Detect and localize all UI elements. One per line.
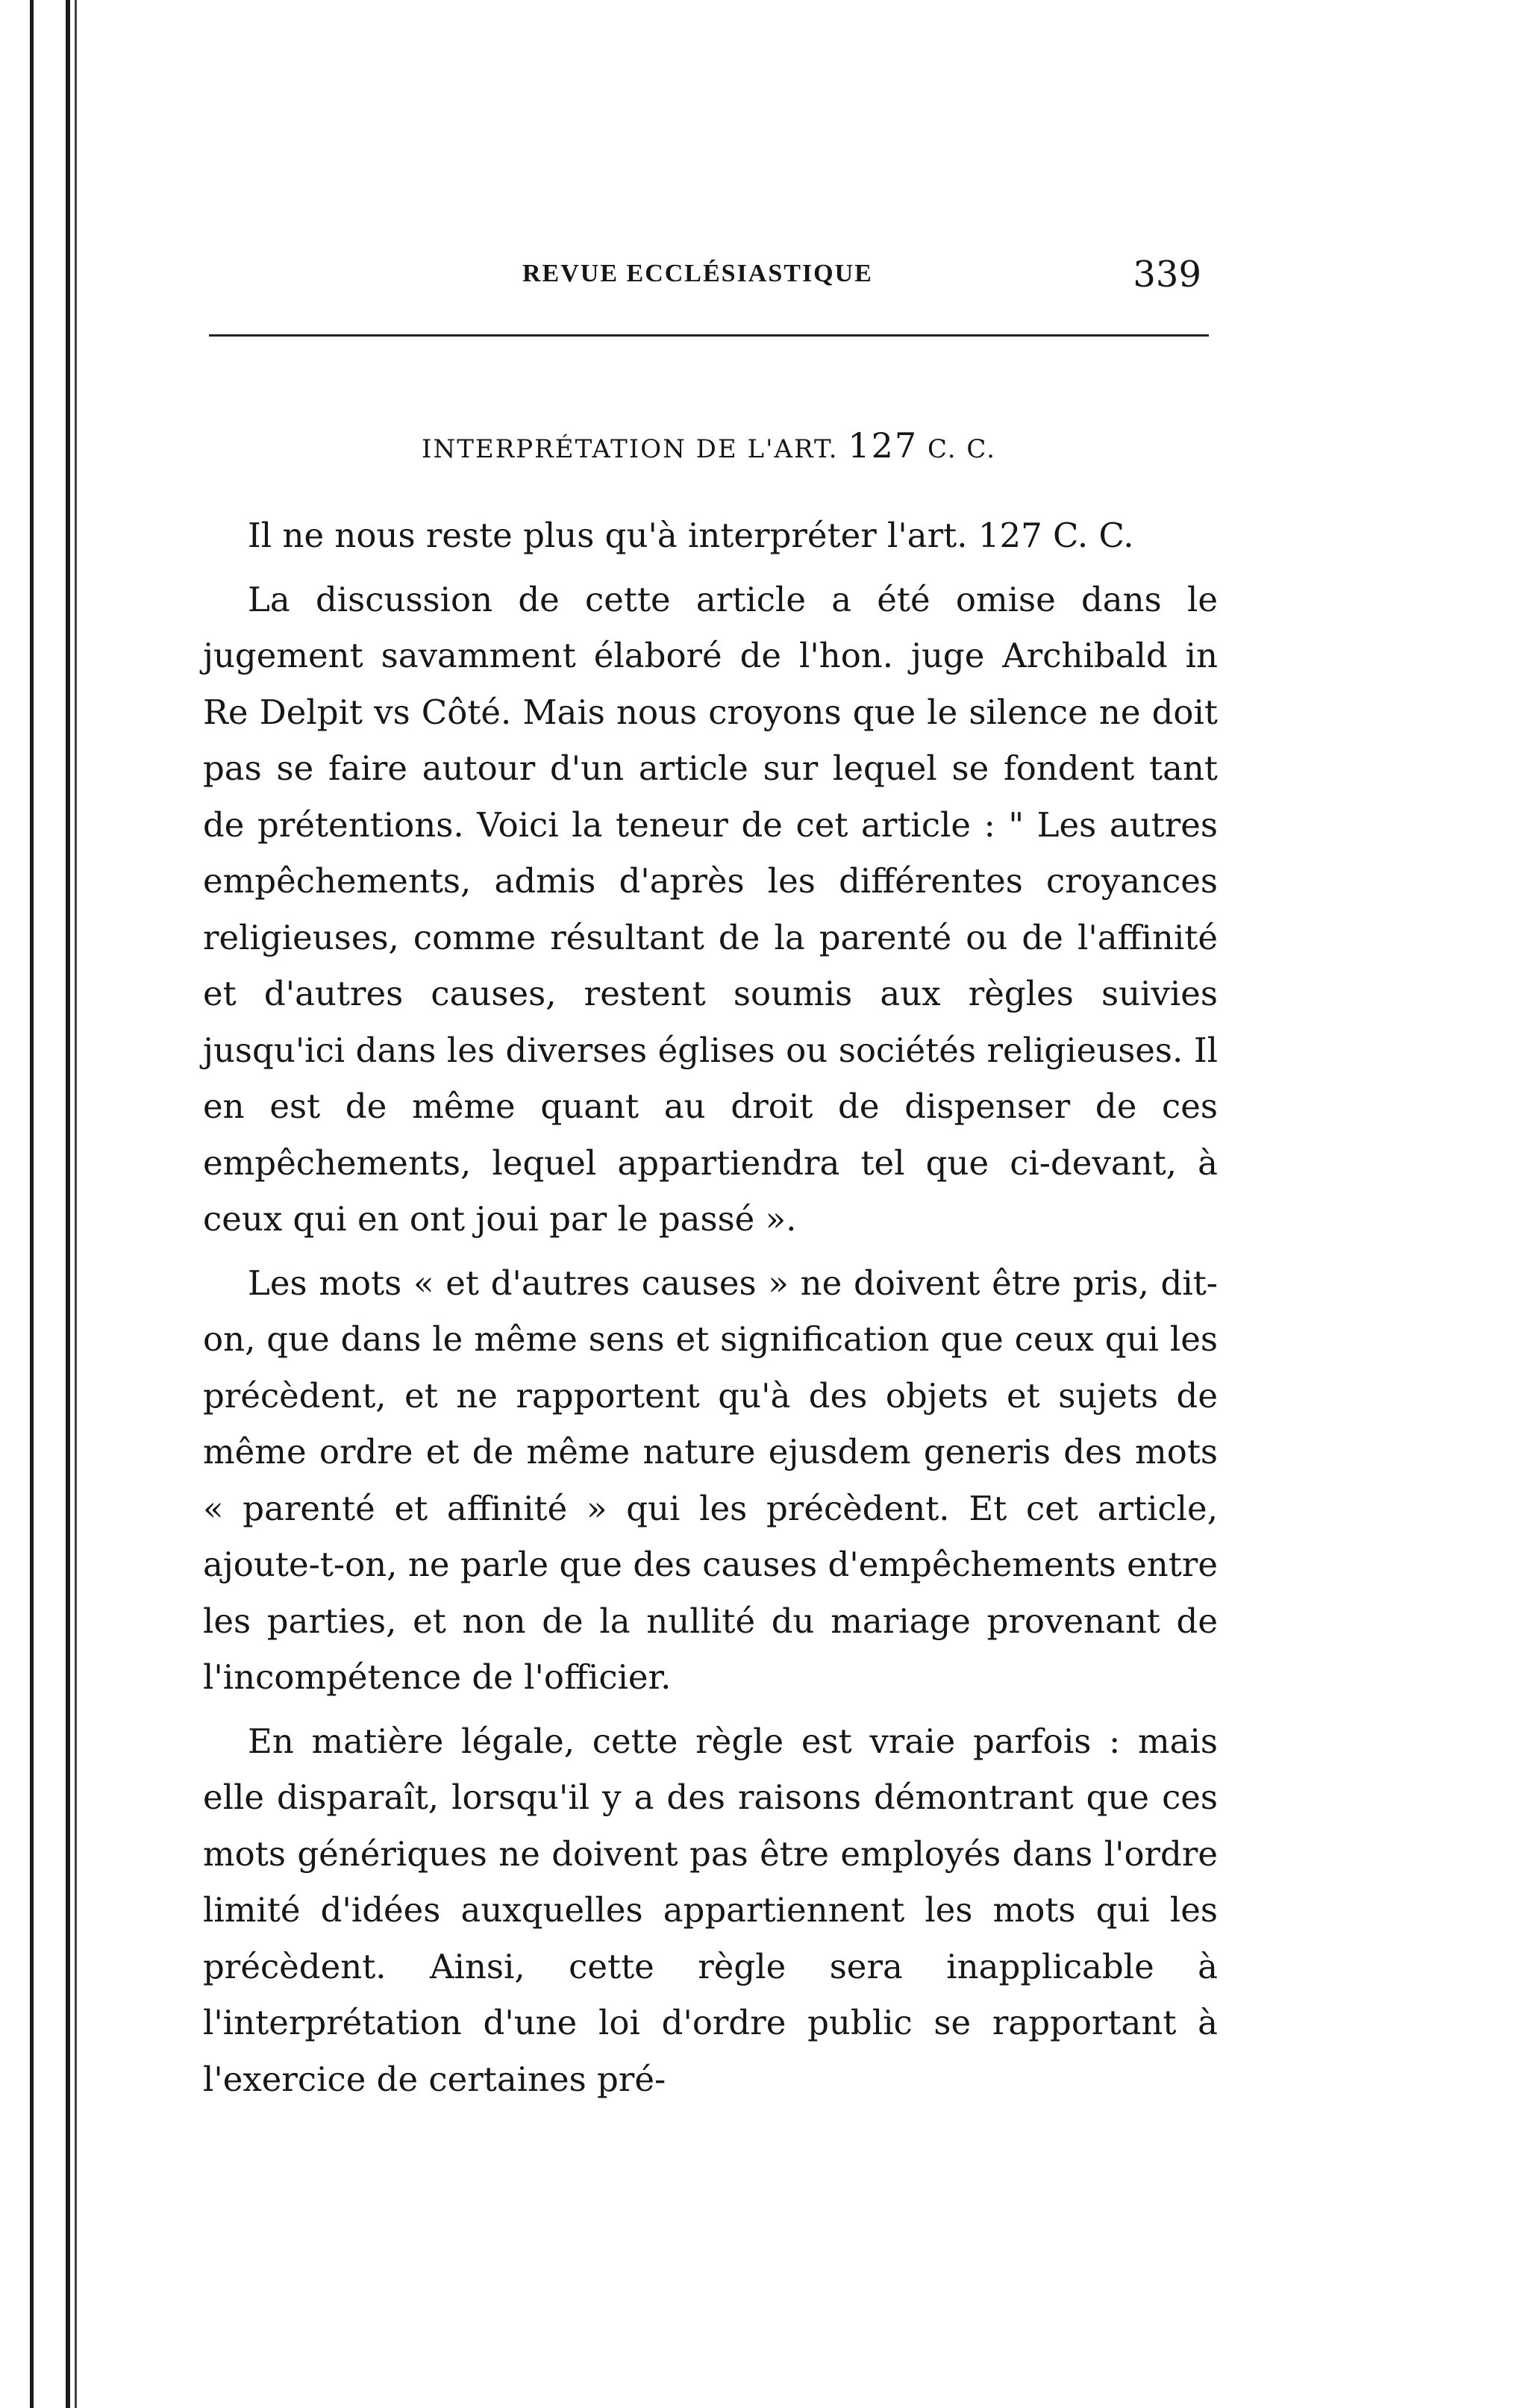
section-title [201,425,1216,466]
gutter-line [66,0,70,2408]
gutter-line [75,0,77,2408]
paragraph: En matière légale, cette règle est vraie parfois : mais elle disparaît, lorsqu'il y a des raisons démontrant que ces mots génériques ne doivent pas être employés dans l'ordre limité d'idées auxquelles appartiennent les mots qui les précèdent. Ainsi, cette règle sera inapplicable à l'interprétation d'une loi d'ordre public se rapportant à l'exercice de certaines pré- [203,1721,1218,2099]
body-text [203,507,1218,2115]
section-title-prefix: INTERPRÉTATION DE L'ART. [422,434,839,464]
gutter-line [30,0,34,2408]
page-header [201,254,1216,313]
section-title-suffix: C. C. [927,434,996,464]
scan-gutter [0,0,82,2408]
paragraph: Les mots « et d'autres causes » ne doivent être pris, dit-on, que dans le même sens et signification que ceux qui les précèdent, et ne rapportent qu'à des objets et sujets de même ordre et de même nature ejusdem generis des mots « parenté et affinité » qui les précèdent. Et cet article, ajoute-t-on, ne parle que des causes d'empêchements entre les parties, et non de la nullité du mariage provenant de l'incompétence de l'officier. [203,1263,1218,1697]
section-title-number: 127 [848,425,919,466]
running-title: REVUE ECCLÉSIASTIQUE [522,260,873,287]
paragraph: Il ne nous reste plus qu'à interpréter l'art. 127 C. C. [248,516,1134,555]
page-number: 339 [1133,254,1201,295]
paragraph: La discussion de cette article a été omise dans le jugement savamment élaboré de l'hon. juge Archibald in Re Delpit vs Côté. Mais nous croyons que le silence ne doit pas se faire autour d'un article sur lequel se fondent tant de prétentions. Voici la teneur de cet article : " Les autres empêchements, admis d'après les différentes croyances religieuses, comme résultant de la parenté ou de l'affinité et d'autres causes, restent soumis aux règles suivies jusqu'ici dans les diverses églises ou sociétés religieuses. Il en est de même quant au droit de dispenser de ces empêchements, lequel appartiendra tel que ci-devant, à ceux qui en ont joui par le passé ». [203,579,1218,1239]
header-rule [209,334,1209,337]
